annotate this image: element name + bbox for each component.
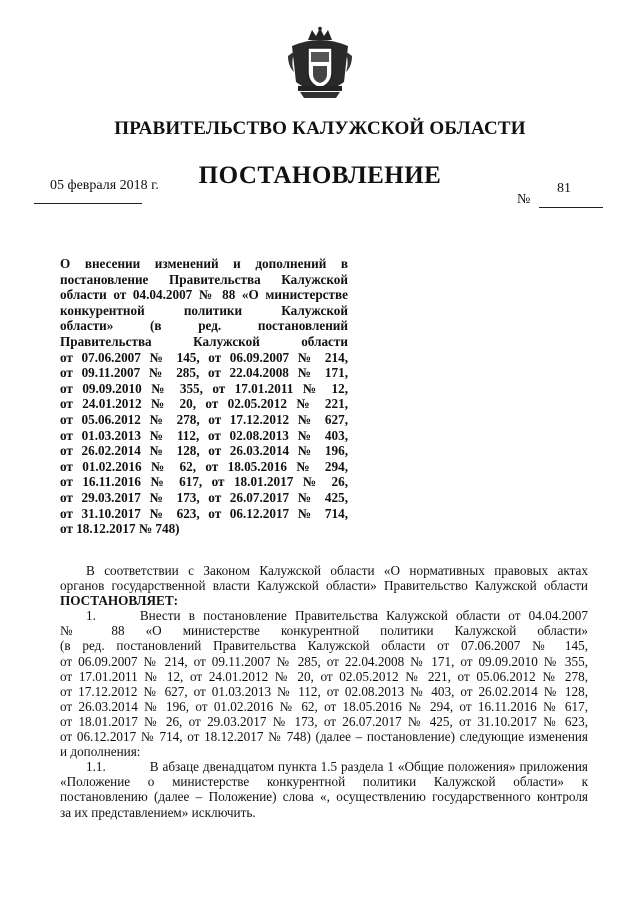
item-1-line: 1. Внести в постановление Правительства Калужской области от 04.04.2007 (86, 608, 588, 624)
subject-line: от 09.11.2007 № 285, от 22.04.2008 № 171, (60, 365, 348, 381)
resolves-word: ПОСТАНОВЛЯЕТ: (60, 593, 179, 609)
subject-line: от 07.06.2007 № 145, от 06.09.2007 № 214, (60, 349, 348, 365)
subject-line: области» (в ред. постановлений (60, 318, 348, 334)
document-date: 05 февраля 2018 г. (50, 178, 159, 193)
item-1-line: от 26.03.2014 № 196, от 01.02.2016 № 62, от 18.05.2016 № 294, от 16.11.2016 № 617, (60, 698, 588, 714)
subject-line: от 16.11.2016 № 617, от 18.01.2017 № 26, (60, 474, 348, 490)
subject-line: от 24.01.2012 № 20, от 02.05.2012 № 221, (60, 396, 348, 412)
subject-line: от 26.02.2014 № 128, от 26.03.2014 № 196, (60, 443, 348, 459)
document-subject (60, 256, 348, 537)
subject-line: от 29.03.2017 № 173, от 26.07.2017 № 425, (60, 489, 348, 505)
item-1-1-line: за их представлением» исключить. (60, 804, 256, 820)
item-1-line: от 06.09.2007 № 214, от 09.11.2007 № 285, от 22.04.2008 № 171, от 09.09.2010 № 355, (60, 653, 588, 669)
item-1-line: от 17.01.2011 № 12, от 24.01.2012 № 20, от 02.05.2012 № 221, от 05.06.2012 № 278, (60, 668, 588, 684)
document-type: ПОСТАНОВЛЕНИЕ (198, 162, 442, 189)
date-underline (34, 203, 142, 204)
item-1-1-line: «Положение о министерстве конкурентной политики Калужской области» к (60, 774, 588, 790)
subject-line: от 01.03.2013 № 112, от 02.08.2013 № 403, (60, 427, 348, 443)
subject-line: от 18.12.2017 № 748) (60, 521, 180, 537)
item-1-1-line: постановлению (далее – Положение) слова «, осуществлению государственного контроля (60, 789, 588, 805)
subject-line: конкурентной политики Калужской (60, 302, 348, 318)
item-1-line: № 88 «О министерстве конкурентной политики Калужской области» (60, 623, 588, 639)
subject-line: от 31.10.2017 № 623, от 06.12.2017 № 714, (60, 505, 348, 521)
item-1-number: 1. (86, 608, 96, 624)
government-name: ПРАВИТЕЛЬСТВО КАЛУЖСКОЙ ОБЛАСТИ (114, 118, 526, 139)
preamble-line: органов государственной власти Калужской области» Правительство Калужской области (60, 578, 588, 594)
number-sign: № (517, 192, 531, 207)
document-body (60, 563, 588, 820)
subject-line: Правительства Калужской области (60, 333, 348, 349)
item-1-line: (в ред. постановлений Правительства Калужской области от 07.06.2007 № 145, (60, 638, 588, 654)
subject-line: постановление Правительства Калужской (60, 271, 348, 287)
document-number: 81 (557, 181, 571, 196)
subject-line: от 09.09.2010 № 355, от 17.01.2011 № 12, (60, 380, 348, 396)
item-1-1-line: 1.1. В абзаце двенадцатом пункта 1.5 раздела 1 «Общие положения» приложения (86, 759, 588, 775)
item-1-line: от 06.12.2017 № 714, от 18.12.2017 № 748) (далее – постановление) следующие изменения (60, 729, 588, 745)
item-1-1-number: 1.1. (86, 759, 106, 775)
subject-line: от 05.06.2012 № 278, от 17.12.2012 № 627, (60, 411, 348, 427)
subject-line: области от 04.04.2007 № 88 «О министерстве (60, 287, 348, 303)
number-underline (539, 207, 603, 208)
item-1-line: от 17.12.2012 № 627, от 01.03.2013 № 112, от 02.08.2013 № 403, от 26.02.2014 № 128, (60, 683, 588, 699)
item-1-line: и дополнения: (60, 744, 141, 760)
preamble-line: В соответствии с Законом Калужской области «О нормативных правовых актах (86, 563, 588, 578)
item-1-line: от 18.01.2017 № 26, от 29.03.2017 № 173, от 26.07.2017 № 425, от 31.10.2017 № 623, (60, 713, 588, 729)
subject-line: от 01.02.2016 № 62, от 18.05.2016 № 294, (60, 458, 348, 474)
coat-of-arms-icon (286, 26, 354, 104)
subject-line: О внесении изменений и дополнений в (60, 256, 348, 271)
